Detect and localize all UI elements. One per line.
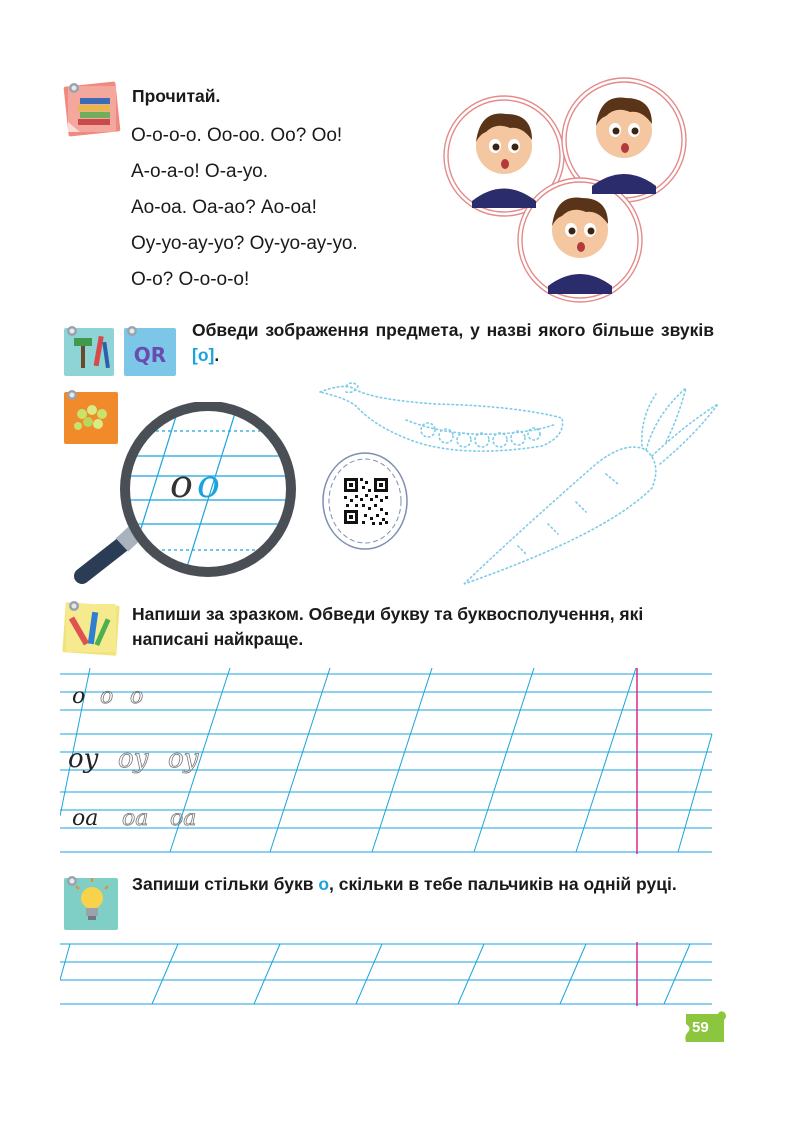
pencils-icon [60, 596, 124, 660]
reading-line: А-о-а-о! О-а-уо. [131, 161, 269, 182]
task2-title: Обведи зображення предмета, у назві якого більше звуків [о]. [192, 320, 714, 365]
task1-title: Прочитай. [132, 86, 221, 106]
lightbulb-icon [60, 872, 124, 934]
books-icon [60, 78, 124, 140]
sound-label: [о] [192, 345, 215, 365]
sample-letter: оа [72, 806, 99, 831]
writing-lines [60, 668, 716, 865]
sample-letter: о [72, 684, 86, 709]
trace-letter[interactable]: оу [118, 744, 149, 774]
reading-line: Оу-уо-ау-уо? Оу-уо-ау-уо. [131, 233, 358, 254]
trace-letter[interactable]: о [100, 684, 114, 709]
magnifier-letters: о [170, 462, 191, 506]
reading-line: О-о-о-о. Оо-оо. Оо? Оо! [131, 125, 343, 146]
paint-tools-icon [60, 322, 120, 380]
boys-in-circles-image [440, 76, 730, 309]
reading-line: Ао-оа. Оа-ао? Ао-оа! [131, 197, 317, 218]
trace-letter[interactable]: оа [122, 806, 149, 831]
page-number: 59 [692, 1019, 709, 1036]
trace-letter[interactable]: оа [170, 806, 197, 831]
magnifier-letters: о [197, 462, 220, 506]
carrot-dotted-image[interactable] [456, 384, 726, 595]
qr-icon [120, 322, 182, 380]
sample-letter: оу [68, 744, 99, 774]
letter-label: о [318, 874, 330, 894]
svg-text:QR: QR [133, 343, 167, 367]
task4-title: Запиши стільки букв о, скільки в тебе пальчиків на одній руці. [132, 874, 677, 894]
answer-lines[interactable] [60, 940, 716, 1015]
reading-line: О-о? О-о-о-о! [131, 269, 250, 290]
task3-title: Напиши за зразком. Обведи букву та буквосполучення, які написані найкраще. [132, 604, 644, 649]
trace-letter[interactable]: о [130, 684, 144, 709]
trace-letter[interactable]: оу [168, 744, 199, 774]
